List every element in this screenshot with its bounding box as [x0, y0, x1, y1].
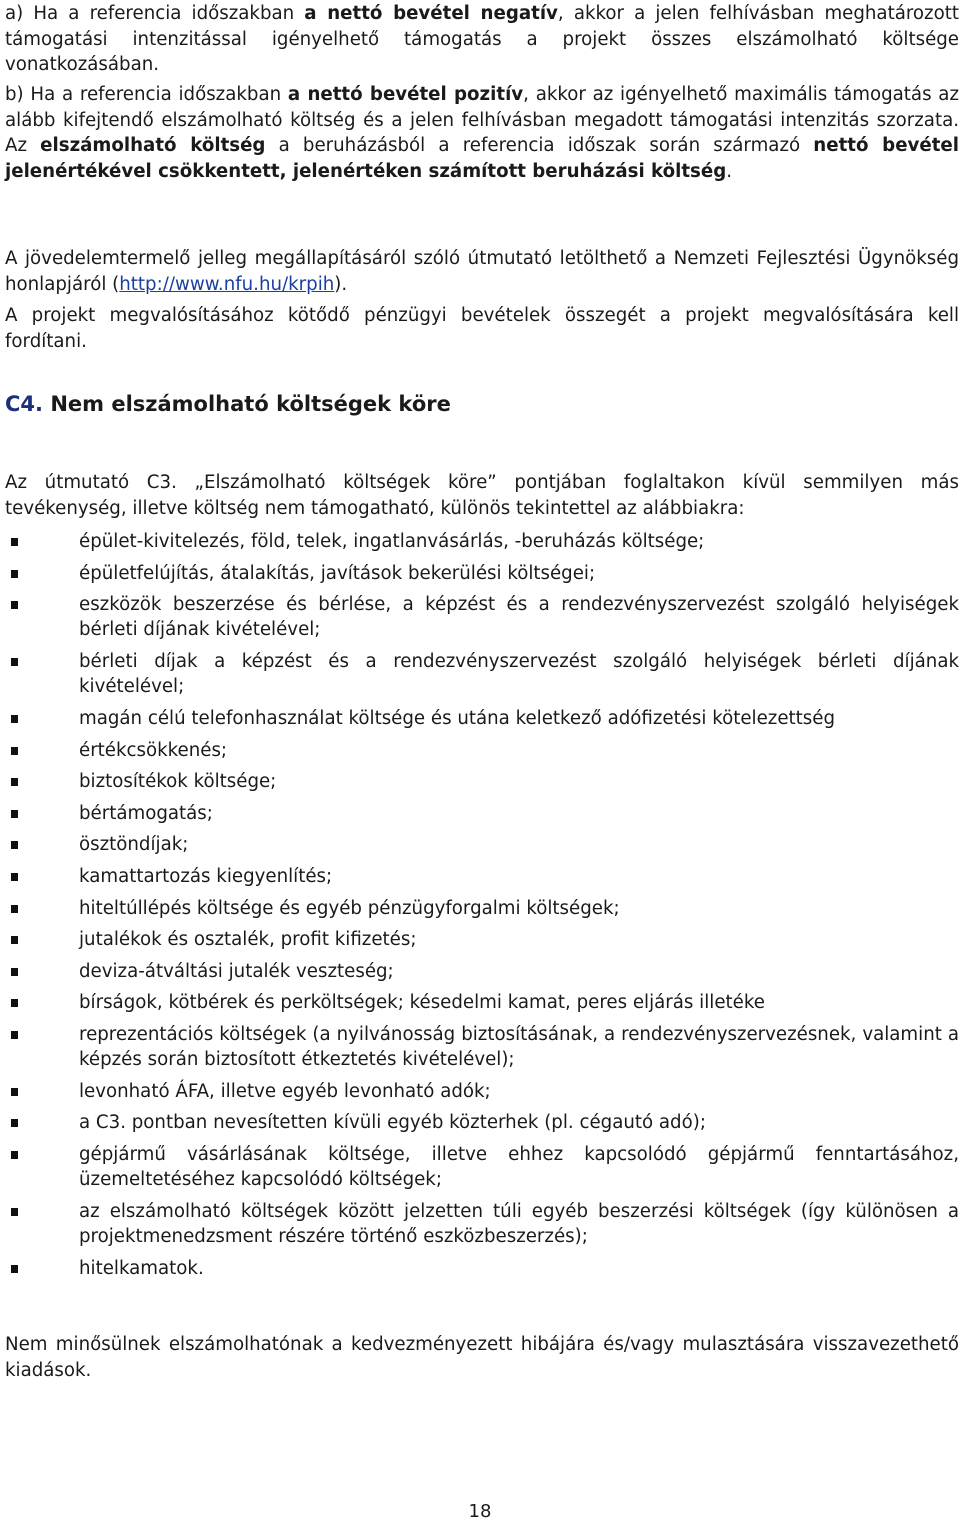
- list-item-text: eszközök beszerzése és bérlése, a képzést és a rendezvényszervezést szolgáló helyiségek bérleti díjának kivételével;: [79, 594, 959, 641]
- square-bullet-icon: [11, 841, 18, 849]
- list-item-text: levonható ÁFA, illetve egyéb levonható adók;: [79, 1080, 491, 1102]
- list-item-text: gépjármű vásárlásának költsége, illetve ehhez kapcsolódó gépjármű fenntartásához, üzemeltetéséhez kapcsolódó költségek;: [79, 1143, 959, 1191]
- bold-text: a nettó bevétel negatív: [304, 3, 558, 24]
- square-bullet-icon: [11, 936, 18, 944]
- text: A jövedelemtermelő jelleg megállapításáról szóló útmutató letölthető a Nemzeti Fejlesztési Ügynökség honlapjáról (: [5, 248, 959, 295]
- list-item-text: a C3. pontban nevesítetten kívüli egyéb közterhek (pl. cégautó adó);: [79, 1112, 706, 1134]
- list-item-text: kamattartozás kiegyenlítés;: [79, 865, 333, 887]
- list-item: [5, 864, 959, 889]
- list-item-text: jutalékok és osztalék, profit kifizetés;: [79, 929, 417, 951]
- text: a) Ha a referencia időszakban: [5, 3, 305, 24]
- list-item: [5, 706, 959, 731]
- list-item: [5, 1142, 959, 1193]
- square-bullet-icon: [11, 1031, 18, 1039]
- list-item-text: reprezentációs költségek (a nyilvánosság biztosításának, a rendezvényszervezésnek, valamint a képzés során biztosított étkeztetés kivételével);: [79, 1023, 959, 1071]
- list-item-text: épületfelújítás, átalakítás, javítások bekerülési költségei;: [79, 562, 596, 584]
- list-item: [5, 592, 959, 643]
- square-bullet-icon: [11, 747, 18, 755]
- square-bullet-icon: [11, 1265, 18, 1273]
- paragraph-guide: [5, 246, 959, 297]
- square-bullet-icon: [11, 873, 18, 881]
- square-bullet-icon: [11, 570, 18, 578]
- square-bullet-icon: [11, 1088, 18, 1096]
- square-bullet-icon: [11, 778, 18, 786]
- paragraph-intro: Az útmutató C3. „Elszámolható költségek köre” pontjában foglaltakon kívül semmilyen más tevékenység, illetve költség nem támogatható, különös tekintettel az alábbiakra:: [5, 472, 959, 519]
- list-item: [5, 990, 959, 1015]
- square-bullet-icon: [11, 1119, 18, 1127]
- list-item-text: az elszámolható költségek között jelzetten túli egyéb beszerzési költségek (így különösen a projektmenedzsment részére történő eszközbeszerzés);: [79, 1200, 959, 1248]
- list-item: [5, 927, 959, 952]
- section-heading: [5, 392, 451, 416]
- list-item-text: bírságok, kötbérek és perköltségek; késedelmi kamat, peres eljárás illetéke: [79, 992, 765, 1014]
- page-number: 18: [468, 1501, 492, 1522]
- square-bullet-icon: [11, 1208, 18, 1216]
- list-item-text: bértámogatás;: [79, 802, 213, 824]
- list-item-text: értékcsökkenés;: [79, 739, 228, 761]
- list-item: [5, 1110, 959, 1135]
- text: , akkor az igényelhető maximális támogatás az alább kifejtendő elszámolható költség és a jelen felhívásban megadott támogatási intenzitás szorzata. Az: [5, 84, 959, 156]
- section-number: C4.: [5, 392, 44, 416]
- excluded-costs-list: [5, 529, 959, 1287]
- square-bullet-icon: [11, 601, 18, 609]
- list-item: [5, 959, 959, 984]
- list-item: [5, 1022, 959, 1073]
- paragraph-project: A projekt megvalósításához kötődő pénzügyi bevételek összegét a projekt megvalósítására kell fordítani.: [5, 305, 959, 352]
- text: a beruházásból a referencia időszak során származó: [265, 135, 814, 156]
- text: , akkor a jelen felhívásban meghatározott támogatási intenzitással igényelhető támogatás a projekt összes elszámolható költsége vonatkozásában.: [5, 3, 959, 75]
- list-item-text: deviza-átváltási jutalék veszteség;: [79, 960, 394, 982]
- text: ).: [334, 273, 348, 295]
- bold-text: elszámolható költség: [40, 135, 266, 156]
- square-bullet-icon: [11, 1151, 18, 1159]
- list-item-text: ösztöndíjak;: [79, 834, 189, 856]
- square-bullet-icon: [11, 538, 18, 546]
- square-bullet-icon: [11, 810, 18, 818]
- list-item: [5, 1256, 959, 1281]
- nfu-link[interactable]: http://www.nfu.hu/krpih: [119, 273, 335, 295]
- section-title: Nem elszámolható költségek köre: [43, 392, 451, 416]
- list-item-text: bérleti díjak a képzést és a rendezvényszervezést szolgáló helyiségek bérleti díjának kivételével;: [79, 651, 959, 698]
- list-item: [5, 529, 959, 554]
- square-bullet-icon: [11, 905, 18, 913]
- list-item-text: hiteltúllépés költsége és egyéb pénzügyforgalmi költségek;: [79, 897, 620, 919]
- list-item: [5, 769, 959, 794]
- square-bullet-icon: [11, 999, 18, 1007]
- square-bullet-icon: [11, 658, 18, 666]
- list-item-text: biztosítékok költsége;: [79, 771, 277, 793]
- paragraph-b: [5, 82, 959, 184]
- list-item: [5, 801, 959, 826]
- list-item: [5, 896, 959, 921]
- list-item: [5, 738, 959, 763]
- paragraph-a: [5, 1, 959, 78]
- list-item: [5, 1079, 959, 1104]
- square-bullet-icon: [11, 968, 18, 976]
- list-item: [5, 832, 959, 857]
- list-item: [5, 561, 959, 586]
- list-item: [5, 1199, 959, 1250]
- paragraph-final: Nem minősülnek elszámolhatónak a kedvezményezett hibájára és/vagy mulasztására visszavezethető kiadások.: [5, 1334, 959, 1381]
- list-item-text: épület-kivitelezés, föld, telek, ingatlanvásárlás, -beruházás költsége;: [79, 531, 705, 552]
- list-item: [5, 649, 959, 700]
- bold-text: a nettó bevétel pozitív: [287, 84, 524, 105]
- list-item-text: hitelkamatok.: [79, 1257, 204, 1279]
- square-bullet-icon: [11, 715, 18, 723]
- text: .: [726, 160, 733, 182]
- bold-text: nettó bevétel jelenértékével csökkentett, jelenértéken számított beruházási költség: [5, 135, 959, 182]
- text: b) Ha a referencia időszakban: [5, 84, 288, 105]
- list-item-text: magán célú telefonhasználat költsége és utána keletkező adófizetési kötelezettség: [79, 707, 835, 729]
